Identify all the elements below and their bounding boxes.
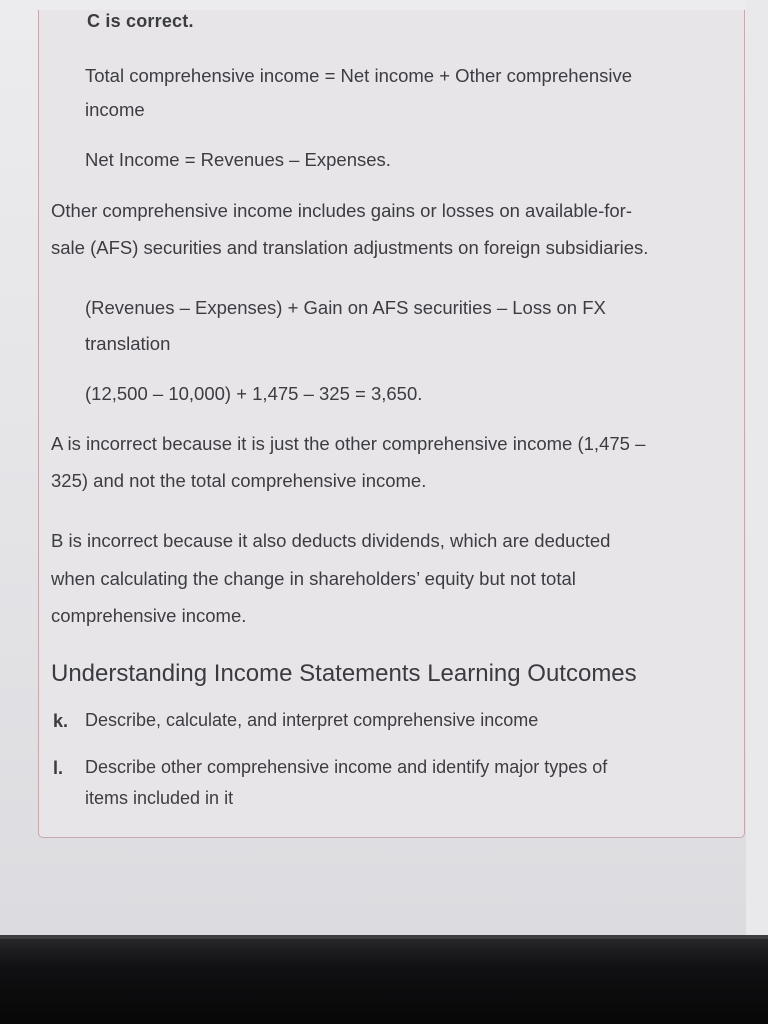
formula-line: income [85,99,145,120]
correct-answer-statement: C is correct. [87,11,194,31]
outcome-text: Describe, calculate, and interpret comprehensive income [85,710,539,730]
monitor-bezel [0,935,768,1024]
page-margin [746,0,768,935]
calculation-line: (12,500 – 10,000) + 1,475 – 325 = 3,650. [85,383,423,404]
formula-line: Total comprehensive income = Net income + Other comprehensive [85,65,633,86]
learning-outcomes-heading: Understanding Income Statements Learning Outcomes [51,660,637,687]
option-a-explanation-line: 325) and not the total comprehensive income. [51,470,427,491]
monitor-bezel-edge [0,935,768,939]
oci-note-line: sale (AFS) securities and translation adjustments on foreign subsidiaries. [51,237,649,258]
oci-note-line: Other comprehensive income includes gains or losses on available-for- [51,200,632,221]
option-b-explanation-line: B is incorrect because it also deducts dividends, which are deducted [51,530,611,551]
option-b-explanation-line: when calculating the change in shareholders’ equity but not total [51,568,576,589]
calculation-line: translation [85,333,171,354]
option-b-explanation-line: comprehensive income. [51,605,247,626]
option-a-explanation-line: A is incorrect because it is just the other comprehensive income (1,475 – [51,433,646,454]
outcome-text: Describe other comprehensive income and identify major types of [85,757,608,777]
outcome-text: items included in it [85,788,234,808]
outcome-key: l. [53,758,64,778]
outcome-key: k. [53,711,69,731]
formula-line: Net Income = Revenues – Expenses. [85,149,391,170]
calculation-line: (Revenues – Expenses) + Gain on AFS securities – Loss on FX [85,297,606,318]
